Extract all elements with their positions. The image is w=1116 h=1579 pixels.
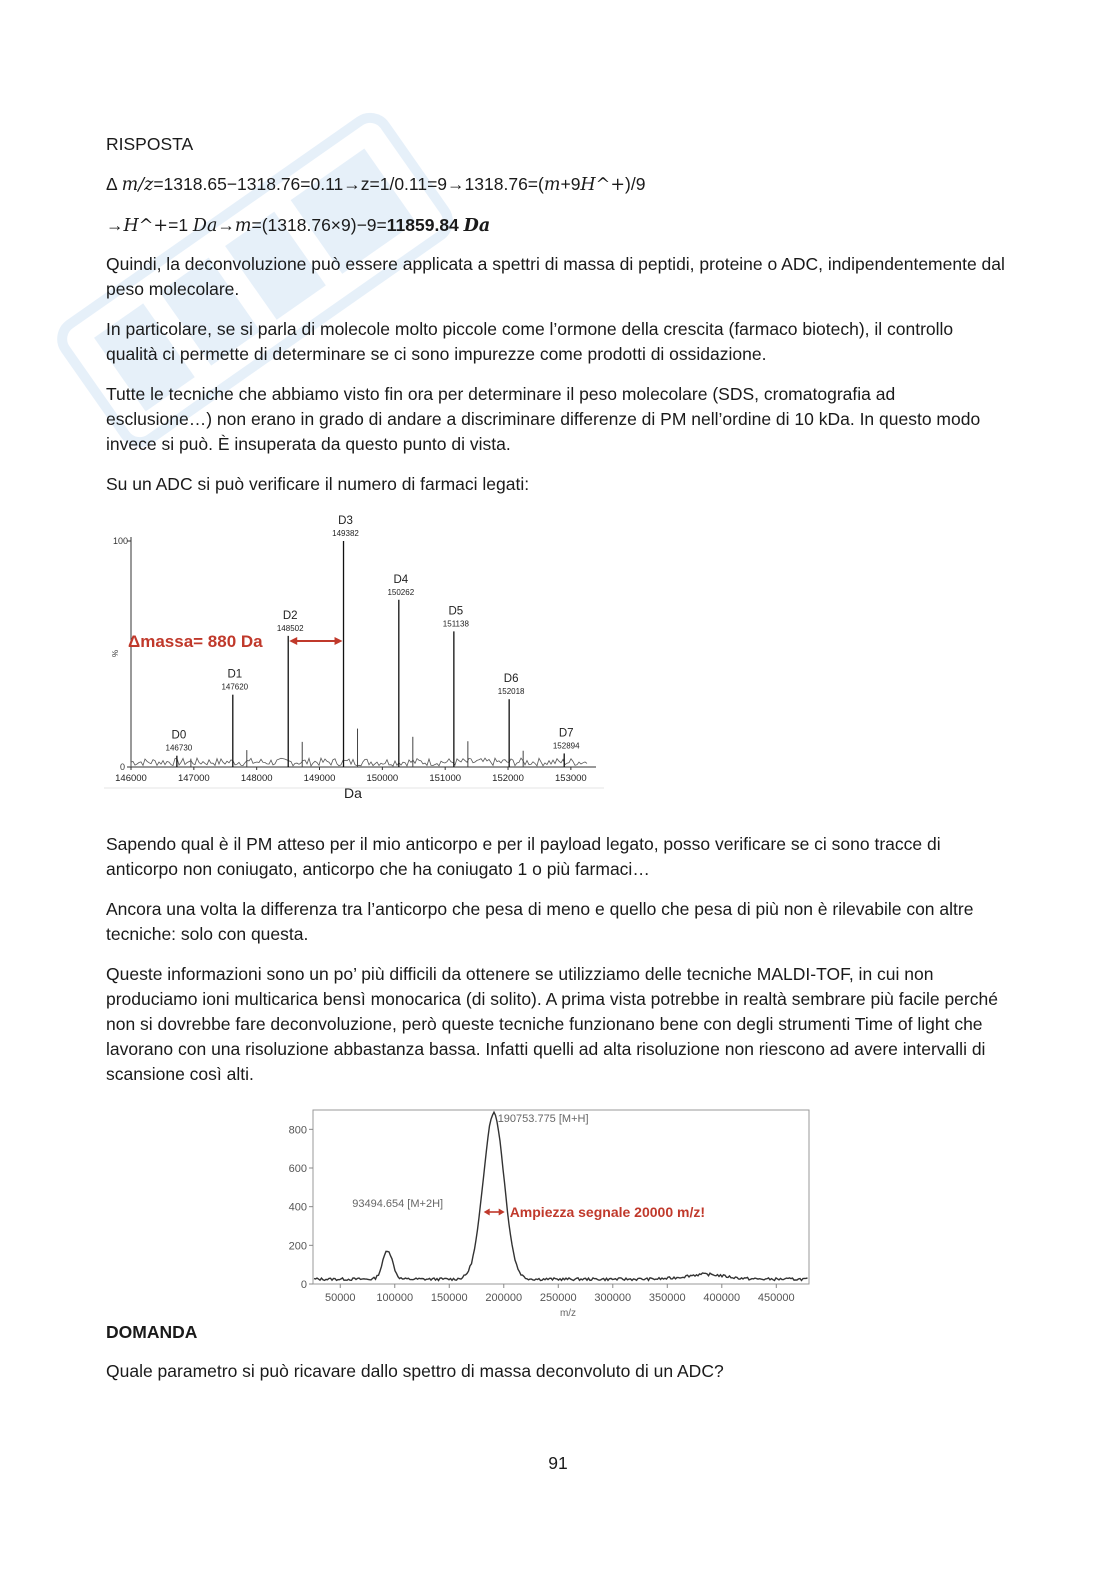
delta-mass-annotation: Δmassa= 880 Da: [128, 632, 263, 651]
peak-mass-label: 146730: [165, 743, 193, 753]
eq2-m: m: [234, 216, 252, 236]
x-tick-label: 149000: [303, 773, 336, 784]
maldi-spectrum-svg: [282, 1106, 812, 1320]
y-axis-label: %: [111, 649, 120, 657]
peak-label: D1: [227, 668, 243, 681]
adc-spectrum-svg: [104, 512, 604, 804]
delta-arrow-head-right: [335, 637, 343, 645]
width-arrow-head-right: [499, 1209, 505, 1216]
x-tick-label: 147000: [177, 773, 210, 784]
y-tick-label: 200: [288, 1240, 307, 1253]
y-tick-label: 600: [288, 1163, 307, 1175]
eq2-arrow2: →: [217, 215, 235, 235]
width-arrow-head-left: [484, 1209, 490, 1216]
question-label: DOMANDA: [106, 1322, 198, 1342]
answer-label: RISPOSTA: [106, 134, 194, 154]
peak-label: D0: [171, 729, 187, 742]
question-text: Quale parametro si può ricavare dallo spettro di massa deconvoluto di un ADC?: [106, 1361, 724, 1381]
equation-line-2: [106, 213, 1006, 239]
answer-block: [106, 132, 1006, 239]
eq2-da: Da: [192, 216, 218, 236]
plot-frame: [313, 1110, 809, 1284]
x-tick-label: 400000: [703, 1292, 741, 1304]
x-tick-label: 152000: [492, 773, 524, 784]
x-axis-label: Da: [344, 785, 362, 801]
paragraph-4: Su un ADC si può verificare il numero di farmaci legati:: [106, 474, 530, 494]
eq1-hplus: H^+: [580, 175, 626, 195]
paragraph-1: Quindi, la deconvoluzione può essere applicata a spettri di massa di peptidi, proteine o ADC, indipendentemente dal peso molecolare.: [106, 254, 1005, 299]
maldi-tof-spectrum: [282, 1106, 812, 1320]
x-tick-label: 350000: [648, 1292, 686, 1304]
x-tick-label: 148000: [240, 773, 273, 784]
paragraph-3: Tutte le tecniche che abbiamo visto fin ora per determinare il peso molecolare (SDS, cromatografia ad esclusione…) non erano in grado di andare a discriminare differenze di PM nell’ordine di 10 kDa. In questo modo invece si può. È insuperata da questo punto di vista.: [106, 384, 981, 454]
peak-label: D6: [503, 673, 519, 686]
x-tick-label: 150000: [430, 1292, 468, 1304]
x-tick-label: 450000: [757, 1292, 795, 1304]
eq1-end: )/9: [625, 174, 646, 194]
peak-mass-label: 147620: [221, 682, 249, 692]
delta-arrow-head-left: [289, 637, 297, 645]
peak-label: D5: [448, 605, 464, 618]
baseline-noise: [131, 758, 587, 767]
x-tick-label: 153000: [555, 773, 587, 784]
adc-deconvoluted-spectrum: [104, 512, 604, 804]
peak-mass-label: 150262: [387, 587, 415, 597]
eq2-result: 11859.84: [386, 215, 464, 235]
peak-label: D7: [558, 727, 574, 740]
x-tick-label: 150000: [366, 773, 399, 784]
peak-label: D2: [282, 609, 298, 622]
peak-label: 190753.775 [M+H]: [497, 1113, 589, 1125]
peak-mass-label: 152894: [552, 741, 580, 751]
x-tick-label: 50000: [324, 1292, 356, 1304]
eq1-middle: =1318.65−1318.76=0.11→z=1/0.11=9→1318.76=(: [153, 174, 544, 194]
paragraph-6: Ancora una volta la differenza tra l’anticorpo che pesa di meno e quello che pesa di più non è rilevabile con altre tecniche: solo con questa.: [106, 899, 974, 944]
x-tick-label: 300000: [594, 1292, 632, 1304]
y-tick-label: 0: [300, 1279, 307, 1291]
peak-mass-label: 149382: [332, 529, 359, 538]
eq2-expr: =(1318.76×9)−9=: [251, 215, 387, 235]
eq1-plus9: +9: [560, 174, 581, 194]
peak-mass-label: 151138: [442, 619, 469, 629]
eq2-eq1: =1: [168, 215, 193, 235]
page-number: 91: [548, 1453, 568, 1473]
peak-label: 93494.654 [M+2H]: [352, 1198, 444, 1210]
peak-label: D4: [393, 573, 409, 586]
x-tick-label: 151000: [429, 773, 462, 784]
x-tick-label: 250000: [539, 1292, 577, 1304]
eq1-mz: m/z: [121, 175, 154, 195]
y-tick-label: 400: [288, 1201, 307, 1214]
peak-label: D3: [338, 515, 353, 527]
eq1-delta: Δ: [106, 174, 117, 194]
y-tick-label: 0: [119, 762, 125, 772]
y-tick-label: 100: [112, 536, 128, 546]
peak-mass-label: 148502: [276, 623, 304, 633]
eq2-hplus: H^+: [123, 216, 169, 236]
eq2-arrow: →: [106, 215, 124, 235]
x-tick-label: 146000: [115, 773, 147, 784]
x-axis-label: m/z: [559, 1308, 577, 1319]
paragraph-7: Queste informazioni sono un po’ più difficili da ottenere se utilizziamo delle tecniche MALDI-TOF, in cui non produciamo ioni multicarica bensì monocarica (di solito). A prima vista potrebbe in realtà sembrare più facile perché non si dovrebbe fare deconvoluzione, però queste tecniche funzionano bene con degli strumenti Time of light che lavorano con una risoluzione abbastanza bassa. Infatti quelli ad alta risoluzione non riescono ad avere intervalli di scansione così alti.: [106, 964, 998, 1084]
paragraph-5: Sapendo qual è il PM atteso per il mio anticorpo e per il payload legato, posso verificare se ci sono tracce di anticorpo non coniugato, anticorpo che ha coniugato 1 o più farmaci…: [106, 834, 941, 879]
x-tick-label: 200000: [485, 1292, 523, 1304]
eq2-result-unit: Da: [463, 216, 491, 236]
x-tick-label: 100000: [376, 1292, 414, 1304]
spectrum-trace: [314, 1112, 808, 1280]
width-annotation: Ampiezza segnale 20000 m/z!: [509, 1204, 706, 1220]
paragraph-2: In particolare, se si parla di molecole molto piccole come l’ormone della crescita (farmaco biotech), il controllo qualità ci permette di determinare se ci sono impurezze come prodotti di ossidazione.: [106, 319, 954, 364]
equation-line-1: [106, 172, 1006, 198]
eq1-m: m: [543, 175, 561, 195]
peak-mass-label: 152018: [497, 687, 525, 697]
y-tick-label: 800: [288, 1124, 307, 1137]
